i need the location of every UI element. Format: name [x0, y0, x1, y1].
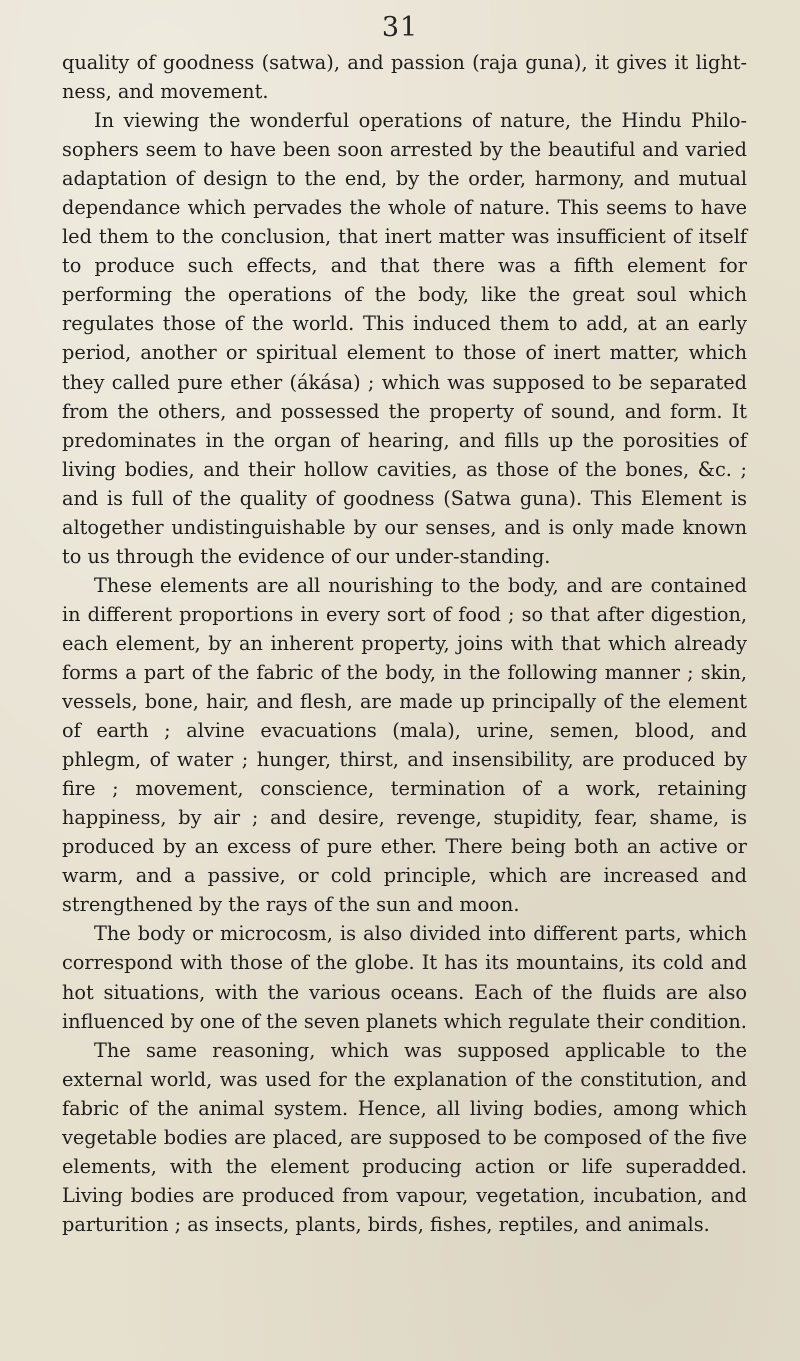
paragraph-5: The same reasoning, which was supposed applicable to the external world, was used for the explanation of the constitution, and fabric of the animal system. Hence, all living bodies, among which vegetable bodies are placed, are supposed to be composed of the five elements, with the element producing action or life superadded. Living bodies are produced from vapour, vegetation, incubation, and parturition ; as insects, plants, birds, fishes, reptiles, and animals. — [62, 1038, 747, 1236]
paragraph-2: In viewing the wonderful operations of nature, the Hindu Philo-sophers seem to have been soon arrested by the beautiful and varied adaptation of design to the end, by the order, harmony, and mutual dependance which pervades the whole of nature. This seems to have led them to the conclusion, that inert matter was insufficient of itself to produce such effects, and that there was a fifth element for performing the operations of the body, like the great soul which regulates those of the world. This induced them to add, at an early period, another or spiritual element to those of inert matter, which they called pure ether (ákása) ; which was supposed to be separated from the others, and possessed the property of sound, and form. It predominates in the organ of hearing, and fills up the porosities of living bodies, and their hollow cavities, as those of the bones, &c. ; and is full of the quality of goodness (Satwa guna). This Element is altogether undistinguishable by our senses, and is only made known to us through the evidence of our under-standing. — [62, 109, 747, 568]
page-number: 31 — [381, 12, 419, 43]
paragraph-1: quality of goodness (satwa), and passion (raja guna), it gives it light-ness, and movement. — [62, 51, 747, 104]
paragraph-4: The body or microcosm, is also divided into different parts, which correspond with those of the globe. It has its mountains, its cold and hot situations, with the various oceans. Each of the fluids are also influenced by one of the seven planets which regulate their condition. — [62, 922, 747, 1033]
paragraph-3: These elements are all nourishing to the body, and are contained in different proportions in every sort of food ; so that after digestion, each element, by an inherent property, joins with that which already forms a part of the fabric of the body, in the following manner ; skin, vessels, bone, hair, and flesh, are made up principally of the element of earth ; alvine evacuations (mala), urine, semen, blood, and phlegm, of water ; hunger, thirst, and insensibility, are produced by fire ; movement, conscience, termination of a work, retaining happiness, by air ; and desire, revenge, stupidity, fear, shame, is produced by an excess of pure ether. There being both an active or warm, and a passive, or cold principle, which are increased and strengthened by the rays of the sun and moon. — [62, 573, 747, 917]
body-text — [62, 48, 747, 1239]
